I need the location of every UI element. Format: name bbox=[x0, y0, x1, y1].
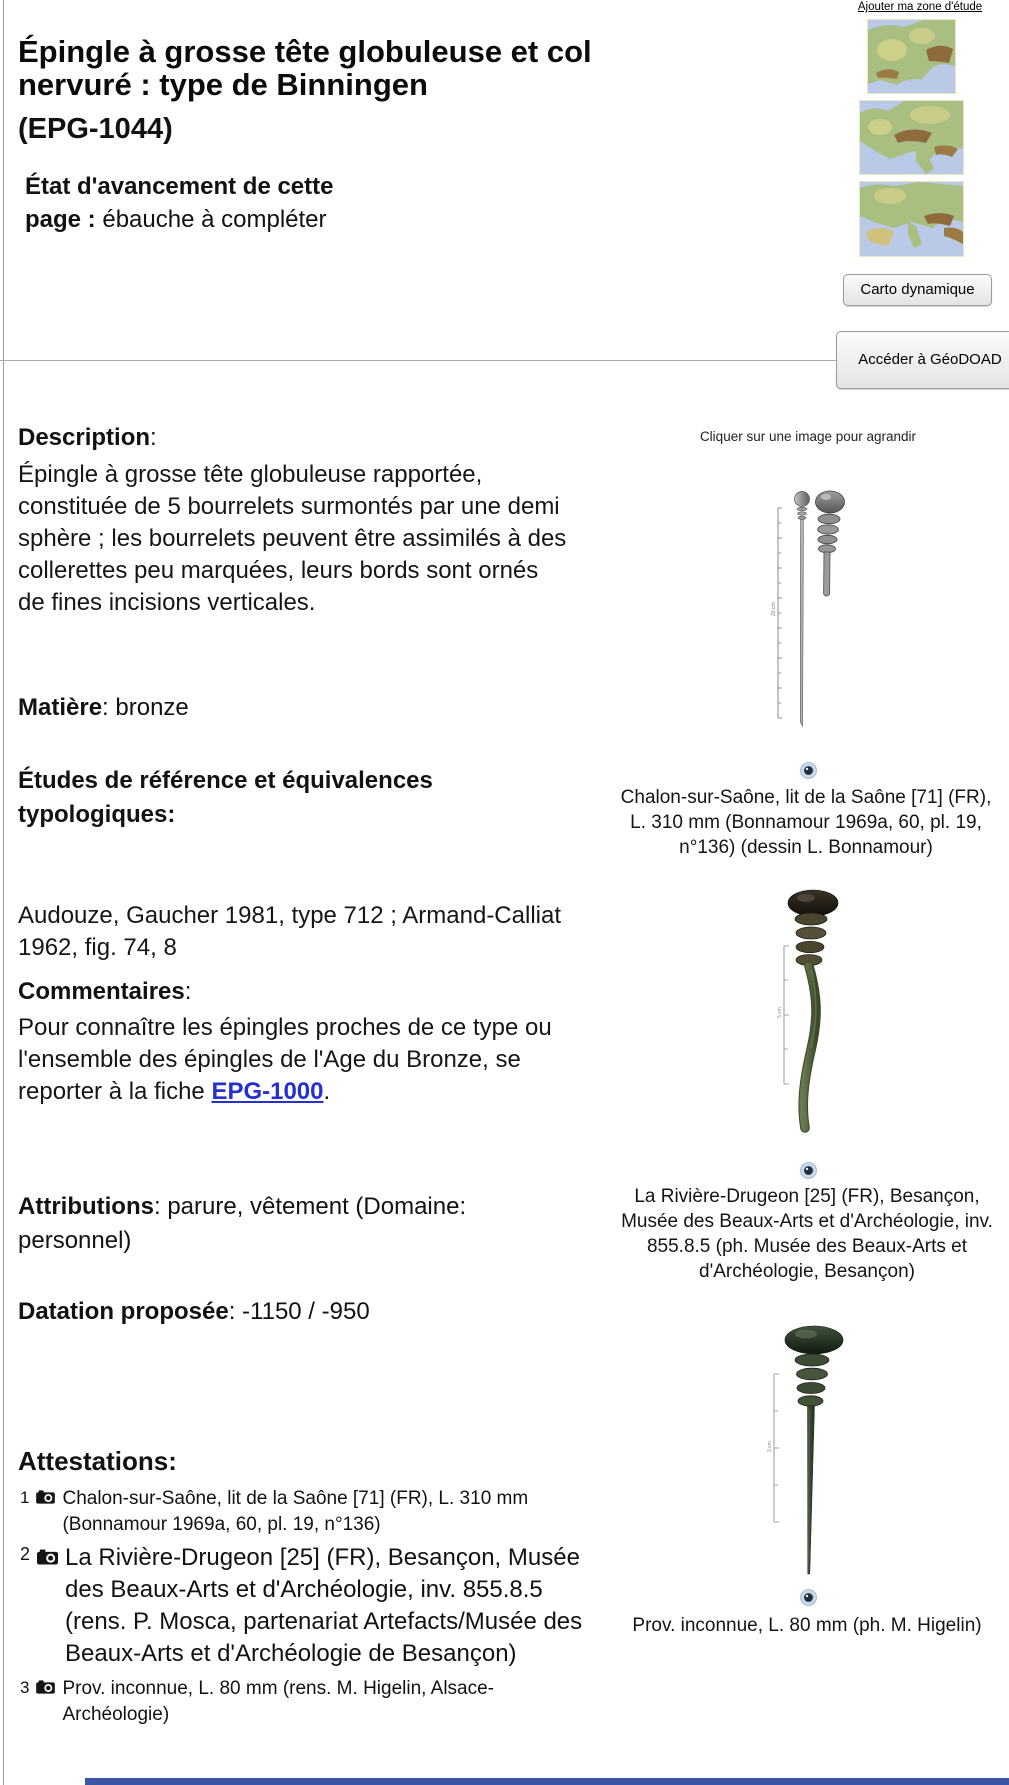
camera-icon[interactable] bbox=[36, 1680, 55, 1694]
carto-dynamique-button[interactable]: Carto dynamique bbox=[843, 274, 992, 306]
attestation-number: 3 bbox=[20, 1678, 30, 1697]
figure-caption: La Rivière-Drugeon [25] (FR), Besançon, Musée des Beaux-Arts et d'Archéologie, inv. 855.8.5 (ph. Musée des Beaux-Arts et d'Archéologie, Besançon) bbox=[621, 1186, 993, 1282]
camera-icon[interactable] bbox=[37, 1549, 58, 1565]
svg-text:20 cm: 20 cm bbox=[771, 602, 777, 616]
photo-marker-icon[interactable] bbox=[800, 762, 817, 779]
page-left-border bbox=[3, 0, 4, 1785]
attestation-number: 2 bbox=[20, 1544, 31, 1564]
photo-marker-icon[interactable] bbox=[800, 1162, 817, 1179]
status-label: État d'avancement de cette page : bbox=[25, 173, 334, 234]
etudes-text: Audouze, Gaucher 1981, type 712 ; Armand-Calliat 1962, fig. 74, 8 bbox=[18, 902, 561, 961]
figure-caption: Prov. inconnue, L. 80 mm (ph. M. Higelin) bbox=[632, 1615, 982, 1636]
attestation-text: Prov. inconnue, L. 80 mm (rens. M. Higelin, Alsace-Archéologie) bbox=[62, 1678, 495, 1725]
commentaires-text: Pour connaître les épingles proches de ce type ou l'ensemble des épingles de l'Age du Bronze, se reporter à la fiche EPG-1000. bbox=[18, 1014, 552, 1105]
attributions-line: Attributions: parure, vêtement (Domaine: personnel) bbox=[18, 1193, 467, 1254]
geodoad-button[interactable]: Accéder à GéoDOAD bbox=[836, 331, 1009, 389]
attestation-text: La Rivière-Drugeon [25] (FR), Besançon, Musée des Beaux-Arts et d'Archéologie, inv. 855.8.5 (rens. P. Mosca, partenariat Artefacts/Musée des Beaux-Arts et d'Archéologie de Besançon) bbox=[65, 1544, 583, 1667]
svg-text:3 cm: 3 cm bbox=[767, 1441, 773, 1452]
attestation-text: Chalon-sur-Saône, lit de la Saône [71] (FR), L. 310 mm (Bonnamour 1969a, 60, pl. 19, n°136) bbox=[62, 1488, 529, 1535]
description-text: Épingle à grosse tête globuleuse rapportée, constituée de 5 bourrelets surmontés par une demi sphère ; les bourrelets peuvent être assimilés à des collerettes peu marquées, leurs bords sont ornés de fines incisions verticales. bbox=[18, 461, 567, 616]
artifact-photo-prov-inconnue[interactable] bbox=[762, 1322, 856, 1584]
etudes-label: Études de référence et équivalences typologiques: bbox=[18, 767, 433, 828]
camera-icon[interactable] bbox=[36, 1490, 55, 1504]
footer-bar bbox=[85, 1778, 1009, 1785]
gallery-hint: Cliquer sur une image pour agrandir bbox=[699, 429, 917, 444]
matiere-line: Matière: bronze bbox=[18, 694, 189, 721]
status-line bbox=[25, 170, 377, 236]
map-thumbnail-europe-mediterranean[interactable] bbox=[860, 182, 963, 256]
figure-caption: Chalon-sur-Saône, lit de la Saône [71] (FR), L. 310 mm (Bonnamour 1969a, 60, pl. 19, n°136) (dessin L. Bonnamour) bbox=[620, 787, 992, 858]
status-value: ébauche à compléter bbox=[95, 206, 327, 234]
attestation-number: 1 bbox=[20, 1488, 30, 1507]
datation-line: Datation proposée: -1150 / -950 bbox=[18, 1298, 370, 1325]
attestation-item bbox=[20, 1486, 562, 1538]
artifact-drawing-chalon[interactable] bbox=[768, 486, 848, 738]
map-thumbnail-central-europe[interactable] bbox=[860, 101, 963, 174]
attestation-item bbox=[20, 1542, 595, 1670]
photo-marker-icon[interactable] bbox=[800, 1589, 817, 1606]
page-title: Épingle à grosse tête globuleuse et col nervuré : type de Binningen bbox=[18, 33, 592, 103]
add-study-zone-link[interactable]: Ajouter ma zone d'étude bbox=[857, 1, 983, 13]
artifact-photo-la-riviere-drugeon[interactable] bbox=[776, 888, 854, 1140]
description-label: Description: bbox=[18, 424, 157, 451]
type-code: (EPG-1044) bbox=[18, 113, 173, 145]
attestations-label: Attestations: bbox=[18, 1446, 177, 1476]
svg-text:5 cm: 5 cm bbox=[777, 1007, 783, 1018]
attestation-item bbox=[20, 1676, 562, 1728]
map-thumbnail-france[interactable] bbox=[868, 20, 955, 93]
epg-1000-link[interactable]: EPG-1000 bbox=[211, 1078, 324, 1105]
commentaires-label: Commentaires: bbox=[18, 978, 192, 1005]
